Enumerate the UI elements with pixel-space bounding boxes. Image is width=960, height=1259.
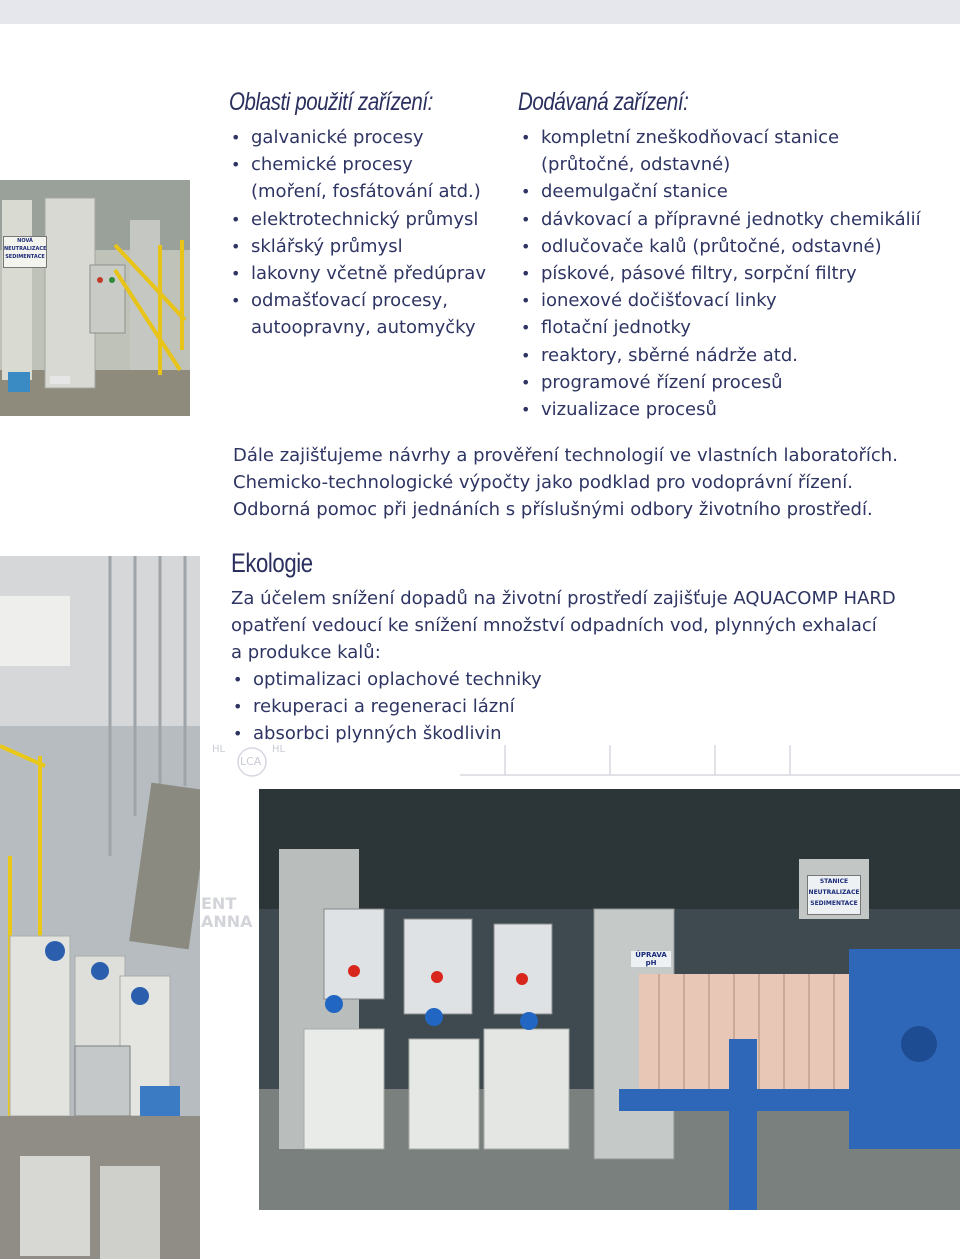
bullet: • [521, 128, 531, 147]
bullet: • [521, 291, 531, 311]
paragraph-line: Chemicko-technologické výpočty jako podklad pro vodoprávní řízení. [233, 472, 853, 493]
list-item: • pískové, pásové filtry, sorpční filtry [519, 260, 921, 287]
paragraph-line: opatření vedoucí ke snížení množství odpadních vod, plynných exhalací [231, 615, 877, 636]
bullet: • [233, 670, 243, 689]
top-band [0, 0, 960, 24]
list-item: • lakovny včetně předúprav [229, 260, 486, 287]
applications-list [229, 124, 486, 342]
applications-heading: Oblasti použití zařízení: [229, 88, 433, 116]
ecology-heading: Ekologie [231, 548, 313, 578]
list-item: • reaktory, sběrné nádrže atd. [519, 342, 921, 369]
photo-plant-hall [0, 556, 200, 1259]
list-item: • ionexové dočišťovací linky [519, 287, 921, 314]
bullet: • [231, 264, 241, 284]
photo-neutralization-station [0, 180, 190, 416]
paragraph-line: a produkce kalů: [231, 642, 381, 663]
list-item: • rekuperaci a regeneraci lázní [231, 693, 542, 720]
list-item: • odlučovače kalů (průtočné, odstavné) [519, 233, 921, 260]
small-sign: NOVÁ NEUTRALIZACE SEDIMENTACE [3, 236, 47, 268]
bullet: • [233, 697, 243, 717]
list-item: • kompletní zneškodňovací stanice (průtočné, odstavné) [519, 124, 921, 178]
tank-label: ÚPRAVA pH [631, 951, 671, 967]
bullet: • [521, 236, 531, 256]
ecology-list [231, 666, 542, 748]
paragraph-line: Dále zajišťujeme návrhy a prověření technologií ve vlastních laboratořích. [233, 445, 898, 466]
list-item: • deemulgační stanice [519, 178, 921, 205]
bullet: • [521, 182, 531, 202]
ecology-paragraph [231, 585, 896, 666]
list-item: • sklářský průmysl [229, 233, 486, 260]
bullet: • [521, 264, 531, 284]
diagram-tag-hl-2: HL [272, 744, 286, 755]
services-paragraph [233, 442, 898, 523]
bullet: • [521, 209, 531, 229]
bullet: • [233, 724, 243, 744]
bullet: • [231, 236, 241, 256]
supplied-equipment-list [519, 124, 921, 423]
list-item: • odmašťovací procesy, autoopravny, automyčky [229, 287, 486, 341]
faded-text: ENT ANNA [201, 894, 253, 931]
bullet: • [521, 345, 531, 365]
bullet: • [231, 209, 241, 229]
bullet: • [231, 291, 241, 311]
bullet: • [521, 400, 531, 420]
bullet: • [231, 128, 241, 147]
supplied-equipment-heading: Dodávaná zařízení: [518, 88, 689, 116]
bullet: • [521, 318, 531, 338]
diagram-tag-hl: HL [212, 744, 226, 755]
list-item: • elektrotechnický průmysl [229, 206, 486, 233]
paragraph-line: Za účelem snížení dopadů na životní prostředí zajišťuje AQUACOMP HARD [231, 588, 896, 609]
paragraph-line: Odborná pomoc při jednáních s příslušnými odbory životního prostředí. [233, 499, 873, 520]
list-item: • programové řízení procesů [519, 369, 921, 396]
list-item: • galvanické procesy [229, 124, 486, 151]
bullet: • [521, 372, 531, 392]
photo-filter-press [259, 789, 960, 1210]
list-item: • chemické procesy (moření, fosfátování atd.) [229, 151, 486, 205]
bullet: • [231, 155, 241, 175]
list-item: • dávkovací a přípravné jednotky chemikálií [519, 206, 921, 233]
list-item: • absorbci plynných škodlivin [231, 720, 542, 747]
station-sign: STANICE NEUTRALIZACE SEDIMENTACE [807, 875, 861, 915]
list-item: • vizualizace procesů [519, 396, 921, 423]
list-item: • flotační jednotky [519, 314, 921, 341]
list-item: • optimalizaci oplachové techniky [231, 666, 542, 693]
diagram-tag-lca: LCA [240, 755, 262, 768]
